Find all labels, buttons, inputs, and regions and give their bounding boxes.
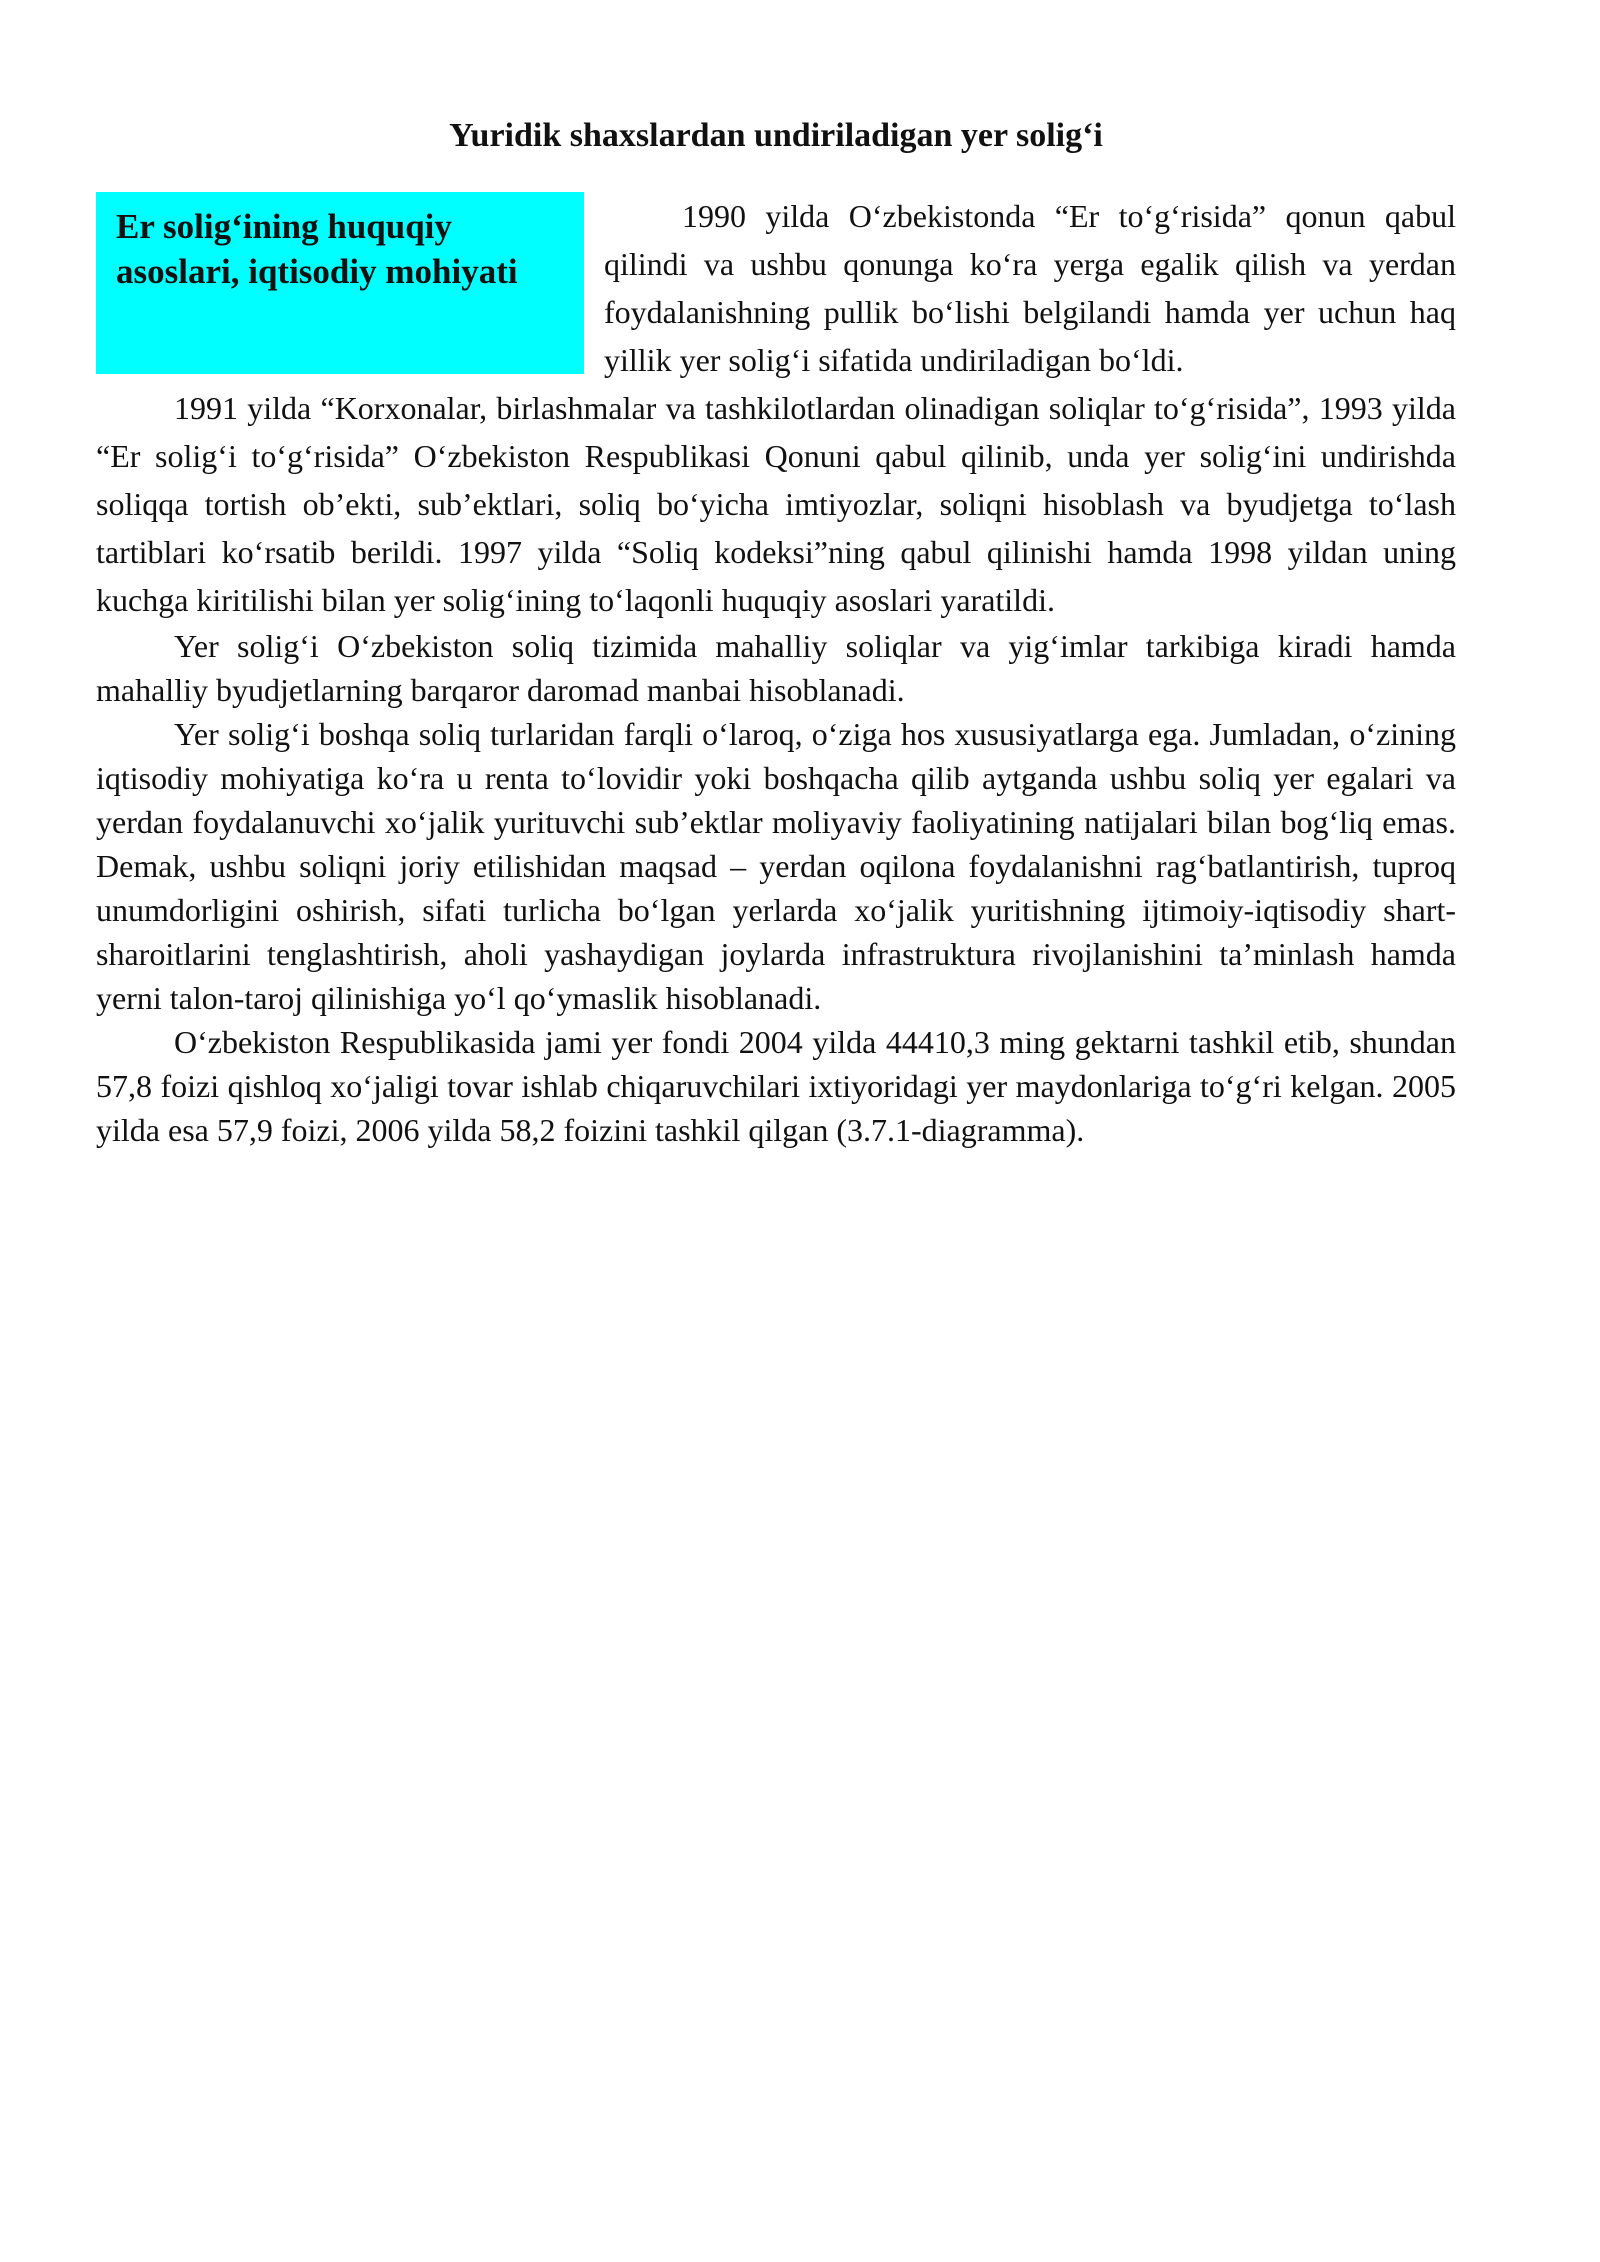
document-page: [96, 112, 1456, 1152]
paragraph-5: O‘zbekiston Respublikasida jami yer fondi 2004 yilda 44410,3 ming gektarni tashkil etib, shundan 57,8 foizi qishloq xo‘jaligi tovar ishlab chiqaruvchilari ixtiyoridagi yer maydonlariga to‘g‘ri kelgan. 2005 yilda esa 57,9 foizi, 2006 yilda 58,2 foizini tashkil qilgan (3.7.1-diagramma).: [96, 1024, 1456, 1148]
paragraph-3: Yer solig‘i O‘zbekiston soliq tizimida mahalliy soliqlar va yig‘imlar tarkibiga kiradi hamda mahalliy byudjetlarning barqaror daromad manbai hisoblanadi.: [96, 628, 1456, 708]
document-title: Yuridik shaxslardan undiriladigan yer solig‘i: [449, 117, 1103, 154]
paragraph-1: 1990 yilda O‘zbekistonda “Er to‘g‘risida” qonun qabul qilindi va ushbu qonunga ko‘ra yerga egalik qilish va yerdan foydalanishning pullik bo‘lishi belgilandi hamda yer uchun haq yillik yer solig‘i sifatida undiriladigan bo‘ldi.: [604, 198, 1456, 378]
paragraph-2: 1991 yilda “Korxonalar, birlashmalar va tashkilotlardan olinadigan soliqlar to‘g‘risida”, 1993 yilda “Er solig‘i to‘g‘risida” O‘zbekiston Respublikasi Qonuni qabul qilinib, unda yer solig‘ini undirishda soliqqa tortish ob’ekti, sub’ektlari, soliq bo‘yicha imtiyozlar, soliqni hisoblash va byudjetga to‘lash tartiblari ko‘rsatib berildi. 1997 yilda “Soliq kodeksi”ning qabul qilinishi hamda 1998 yildan uning kuchga kiritilishi bilan yer solig‘ining to‘laqonli huquqiy asoslari yaratildi.: [96, 390, 1456, 618]
sidebar-heading-box: [96, 192, 584, 374]
sidebar-heading: Er solig‘ining huquqiy asoslari, iqtisodiy mohiyati: [116, 207, 518, 291]
paragraph-4: Yer solig‘i boshqa soliq turlaridan farqli o‘laroq, o‘ziga hos xususiyatlarga ega. Jumladan, o‘zining iqtisodiy mohiyatiga ko‘ra u renta to‘lovidir yoki boshqacha qilib aytganda ushbu soliq yer egalari va yerdan foydalanuvchi xo‘jalik yurituvchi sub’ektlar moliyaviy faoliyatining natijalari bilan bog‘liq emas. Demak, ushbu soliqni joriy etilishidan maqsad – yerdan oqilona foydalanishni rag‘batlantirish, tuproq unumdorligini oshirish, sifati turlicha bo‘lgan yerlarda xo‘jalik yuritishning ijtimoiy-iqtisodiy shart-sharoitlarini tenglashtirish, aholi yashaydigan joylarda infrastruktura rivojlanishini ta’minlash hamda yerni talon-taroj qilinishiga yo‘l qo‘ymaslik hisoblanadi.: [96, 716, 1456, 1016]
